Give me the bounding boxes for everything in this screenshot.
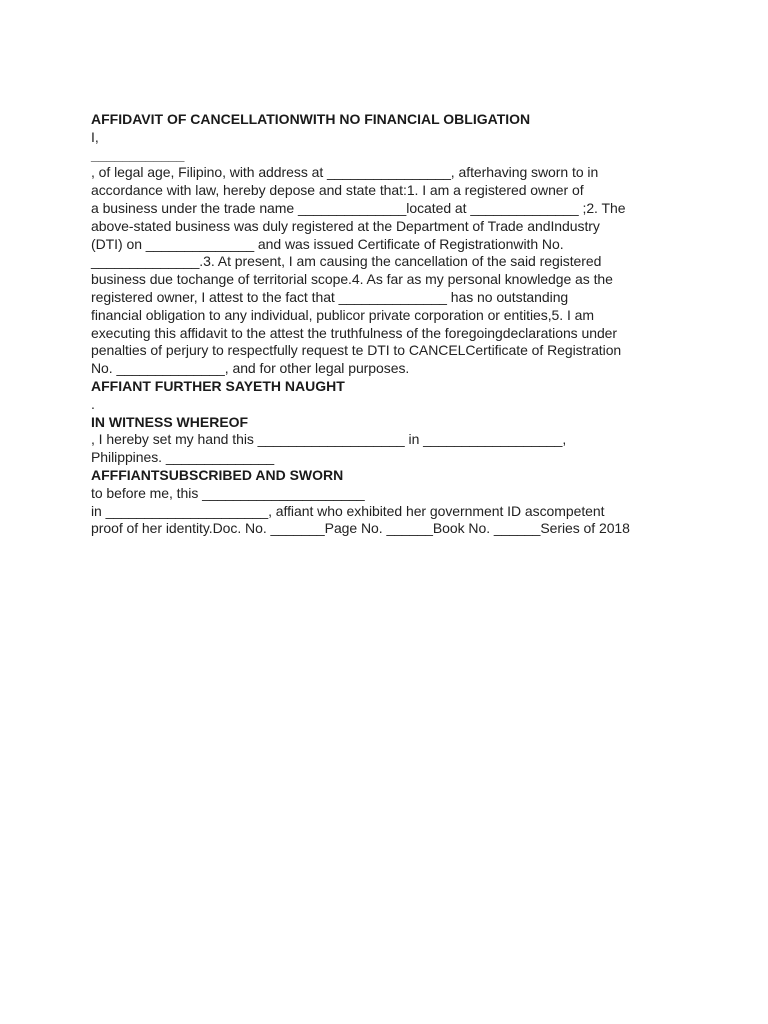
body-line: ______________.3. At present, I am causing the cancellation of the said registered bbox=[91, 253, 602, 270]
body-line: No. ______________, and for other legal purposes. bbox=[91, 360, 410, 377]
further-heading: AFFIANT FURTHER SAYETH NAUGHT bbox=[91, 377, 345, 394]
body-line: a business under the trade name ______________located at ______________ ;2. The bbox=[91, 199, 626, 216]
witness-line: , I hereby set my hand this ___________________ in __________________, bbox=[91, 431, 567, 448]
body-line: registered owner, I attest to the fact that ______________ has no outstanding bbox=[91, 288, 569, 305]
witness-line: Philippines. ______________ bbox=[91, 449, 275, 466]
name-blank: ____________ bbox=[91, 146, 185, 163]
sworn-line: to before me, this _____________________ bbox=[91, 484, 365, 501]
document-title: AFFIDAVIT OF CANCELLATIONWITH NO FINANCIAL OBLIGATION bbox=[91, 111, 531, 127]
body-line: (DTI) on ______________ and was issued Certificate of Registrationwith No. bbox=[91, 235, 564, 252]
body-paragraph bbox=[91, 164, 691, 378]
body-line: penalties of perjury to respectfully request te DTI to CANCELCertificate of Registration bbox=[91, 342, 622, 359]
body-line: financial obligation to any individual, publicor private corporation or entities,5. I am bbox=[91, 306, 594, 323]
sworn-heading: AFFFIANTSUBSCRIBED AND SWORN bbox=[91, 466, 344, 483]
body-line: business due tochange of territorial scope.4. As far as my personal knowledge as the bbox=[91, 271, 613, 288]
intro-text: I, bbox=[91, 128, 99, 145]
body-line: , of legal age, Filipino, with address at ________________, afterhaving sworn to in bbox=[91, 164, 599, 181]
sworn-line: proof of her identity.Doc. No. _______Page No. ______Book No. ______Series of 2018 bbox=[91, 520, 630, 537]
body-line: accordance with law, hereby depose and state that:1. I am a registered owner of bbox=[91, 182, 584, 199]
body-line: above-stated business was duly registered at the Department of Trade andIndustry bbox=[91, 217, 600, 234]
affidavit-document bbox=[91, 111, 691, 538]
further-mark: . bbox=[91, 395, 95, 412]
witness-heading: IN WITNESS WHEREOF bbox=[91, 413, 249, 430]
body-line: executing this affidavit to the attest the truthfulness of the foregoingdeclarations under bbox=[91, 324, 618, 341]
sworn-line: in _____________________, affiant who exhibited her government ID ascompetent bbox=[91, 502, 605, 519]
